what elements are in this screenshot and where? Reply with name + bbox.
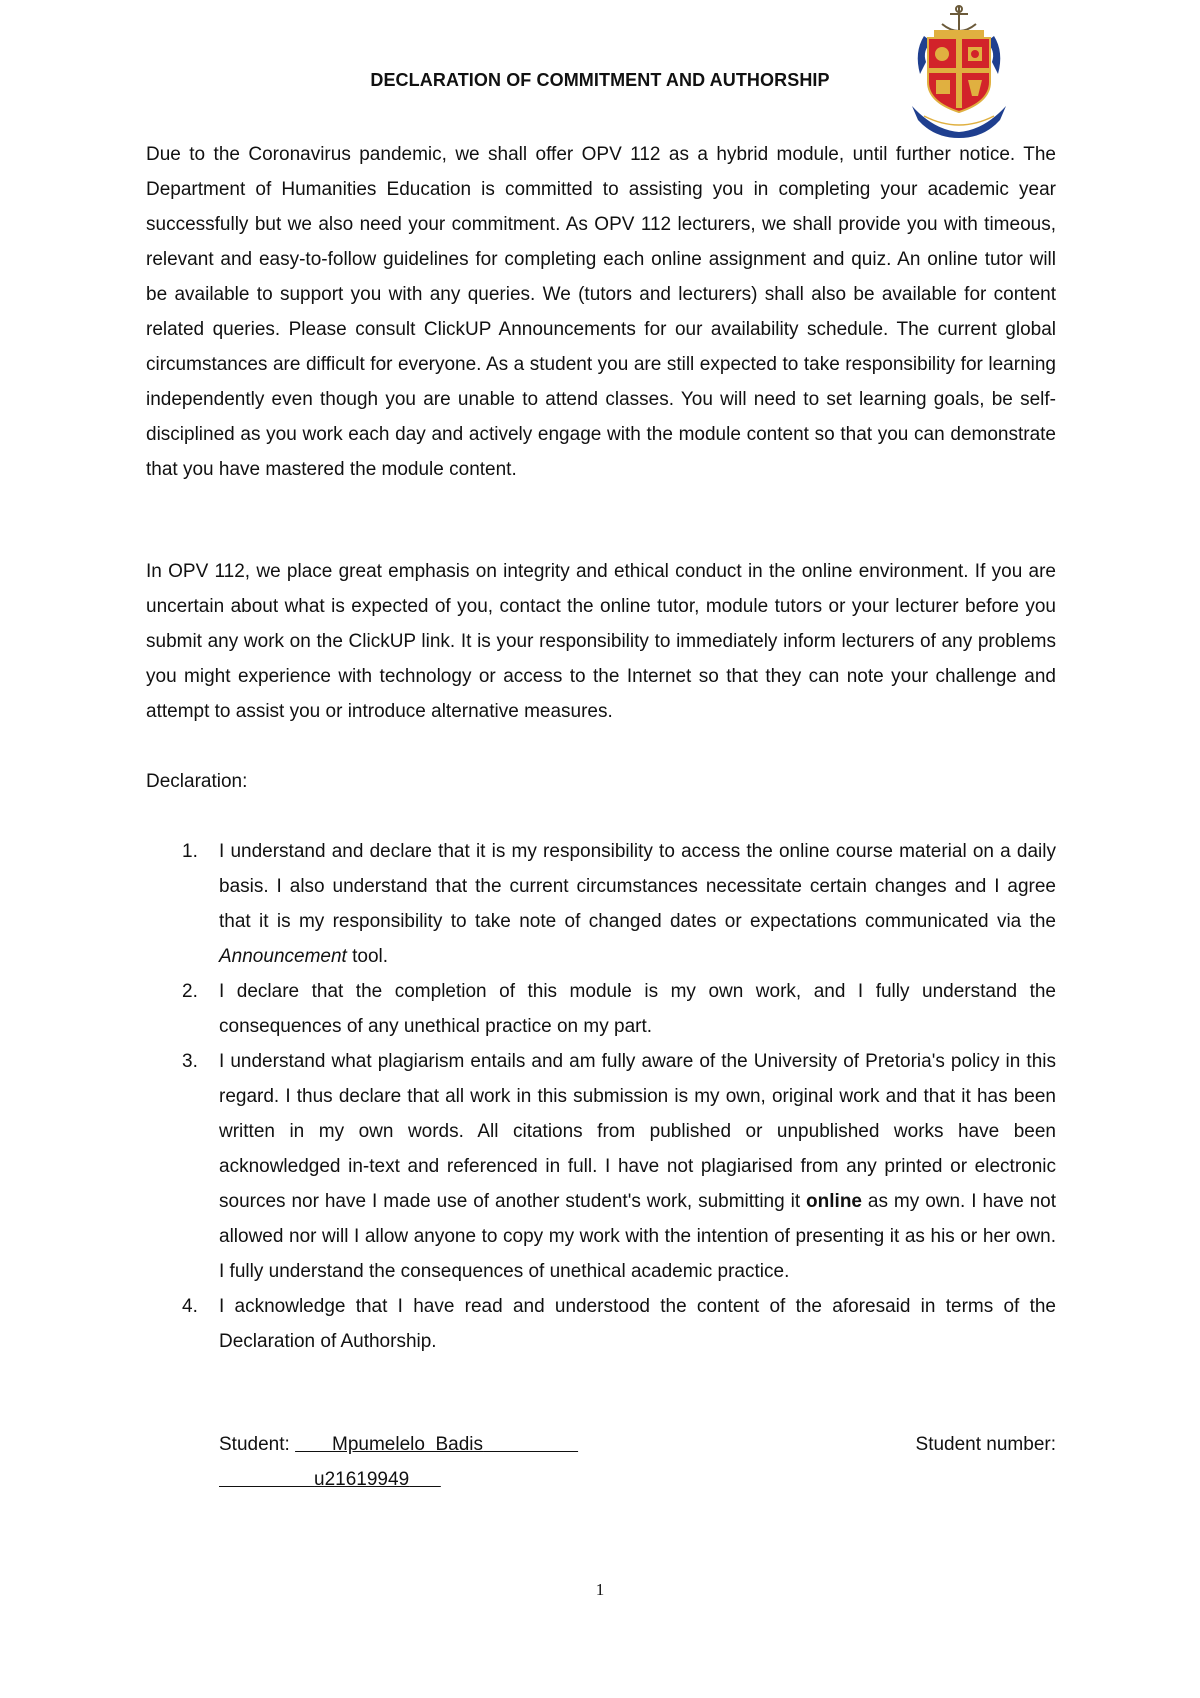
- item-emphasis: Announcement: [219, 946, 347, 967]
- item-text: tool.: [346, 946, 389, 967]
- item-text: I understand and declare that it is my responsibility to access the online course material on a daily basis. I also understand that the current circumstances necessitate certain changes and I agree that it is my responsibility to take note of changed dates or expectations communicated via the: [219, 841, 1056, 932]
- declaration-item: [146, 834, 1056, 974]
- intro-paragraph: Due to the Coronavirus pandemic, we shall offer OPV 112 as a hybrid module, until further notice. The Department of Humanities Education is committed to assisting you in completing your academic year successfully but we also need your commitment. As OPV 112 lecturers, we shall provide you with timeous, relevant and easy-to-follow guidelines for completing each online assignment and quiz. An online tutor will be available to support you with any queries. We (tutors and lecturers) shall also be available for content related queries. Please consult ClickUP Announcements for our availability schedule. The current global circumstances are difficult for everyone. As a student you are still expected to take responsibility for learning independently even though you are unable to attend classes. You will need to set learning goals, be self-disciplined as you work each day and actively engage with the module content so that you can demonstrate that you have mastered the module content.: [146, 144, 1056, 480]
- document-title: DECLARATION OF COMMITMENT AND AUTHORSHIP: [370, 70, 830, 90]
- number-line-trail: [409, 1469, 441, 1490]
- student-number-field: [219, 1462, 1056, 1497]
- item-number: 4.: [182, 1296, 198, 1317]
- item-number: 2.: [182, 981, 198, 1002]
- student-field: [219, 1427, 578, 1462]
- student-label: Student:: [219, 1434, 290, 1455]
- number-line-lead: [219, 1469, 314, 1490]
- declaration-item: [146, 1289, 1056, 1359]
- page-number: 1: [595, 1580, 605, 1599]
- declaration-list: [146, 834, 1056, 1359]
- item-number: 1.: [182, 841, 198, 862]
- item-text: I understand what plagiarism entails and am fully aware of the University of Pretoria's policy in this regard. I thus declare that all work in this submission is my own, original work and that it has been written in my own words. All citations from published or unpublished works have been acknowledged in-text and referenced in full. I have not plagiarised from any printed or electronic sources nor have I made use of another student's work, submitting it: [219, 1051, 1056, 1212]
- student-name: Mpumelelo Badis: [332, 1434, 484, 1455]
- declaration-item: [146, 1044, 1056, 1289]
- item-bold: online: [806, 1191, 862, 1212]
- declaration-label: Declaration:: [146, 771, 248, 792]
- item-text: as my own. I have not allowed nor will I allow anyone to copy my work with the intention of presenting it as his or her own. I fully understand the consequences of unethical academic practice.: [219, 1191, 1057, 1282]
- item-text: I acknowledge that I have read and understood the content of the aforesaid in terms of the Declaration of Authorship.: [219, 1296, 1056, 1352]
- declaration-item: [146, 974, 1056, 1044]
- student-number-label: Student number:: [915, 1434, 1056, 1455]
- item-text: I declare that the completion of this module is my own work, and I fully understand the consequences of any unethical practice on my part.: [219, 981, 1056, 1037]
- student-number: u21619949: [314, 1469, 410, 1490]
- item-number: 3.: [182, 1051, 198, 1072]
- student-line-trail: [483, 1434, 578, 1455]
- signature-block: [219, 1427, 1056, 1497]
- integrity-paragraph: In OPV 112, we place great emphasis on integrity and ethical conduct in the online environment. If you are uncertain about what is expected of you, contact the online tutor, module tutors or your lecturer before you submit any work on the ClickUP link. It is your responsibility to immediately inform lecturers of any problems you might experience with technology or access to the Internet so that they can note your challenge and attempt to assist you or introduce alternative measures.: [146, 561, 1056, 722]
- student-line-lead: [295, 1434, 332, 1455]
- university-crest-icon: [904, 2, 1014, 140]
